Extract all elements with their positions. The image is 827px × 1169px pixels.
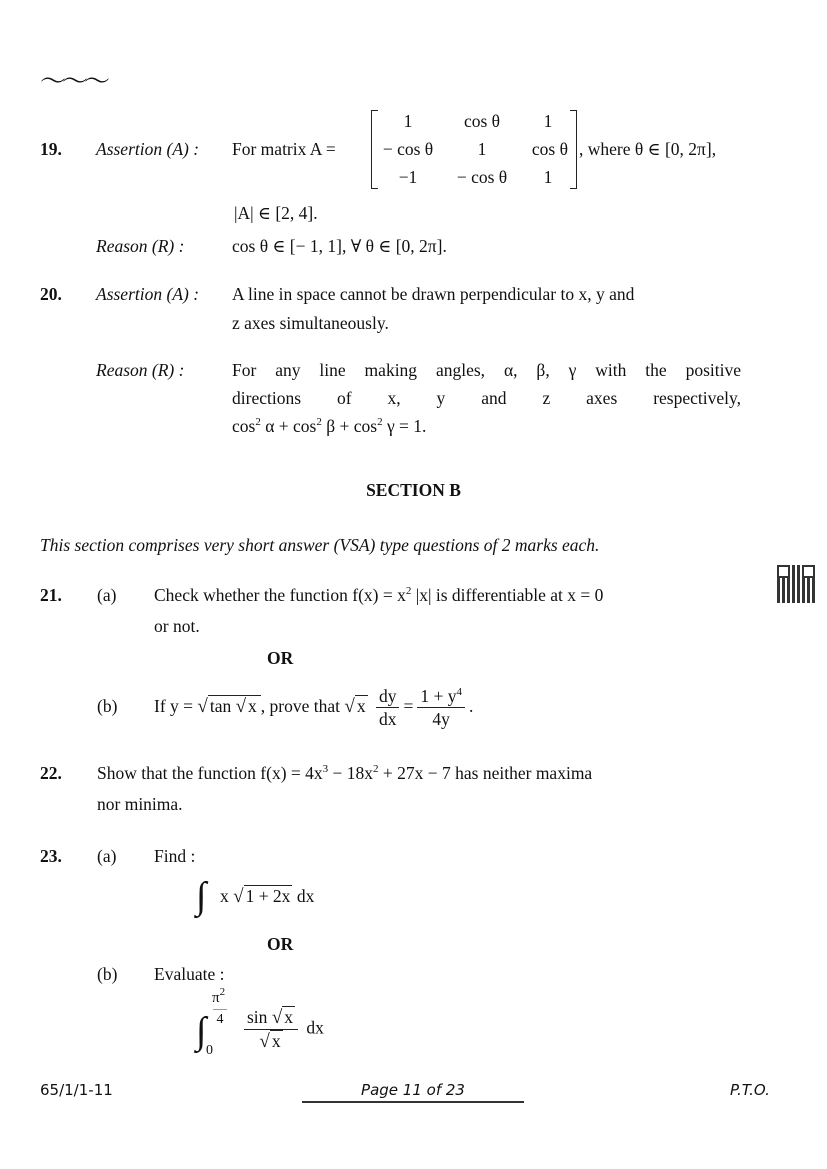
q19-assertion-label: Assertion (A) : (96, 139, 200, 159)
text: dx (306, 1017, 324, 1038)
sqrt-icon: √ (271, 1007, 283, 1028)
section-intro: This section comprises very short answer (VSA) type questions of 2 marks each. (40, 535, 600, 555)
text: cos (232, 416, 256, 436)
or-label: OR (267, 934, 294, 954)
footer-rule (302, 1101, 524, 1103)
page-number: Page 11 of 23 (361, 1081, 465, 1099)
q22-number: 22. (40, 763, 62, 783)
radicand: x (284, 1007, 293, 1027)
denominator: dx (378, 709, 397, 730)
sqrt-icon: √ (197, 696, 208, 717)
denominator (256, 1030, 285, 1053)
text: Check whether the function f(x) = x (154, 585, 406, 605)
text: , prove that (260, 696, 345, 716)
text: Show that the function f(x) = 4x (97, 763, 323, 783)
q23-a-label: (a) (97, 846, 117, 866)
q21-b-label: (b) (97, 696, 118, 716)
radicand: x (271, 1031, 281, 1051)
text: . (468, 696, 474, 716)
fraction-rhs (417, 685, 465, 730)
text: − 18x (328, 763, 374, 783)
q23-b-text: Evaluate : (154, 964, 225, 984)
q19-number: 19. (40, 139, 62, 159)
pto-label: P.T.O. (730, 1081, 770, 1099)
numerator (244, 1006, 298, 1030)
q23-number: 23. (40, 846, 62, 866)
sqrt-icon: √ (344, 696, 355, 717)
q21-number: 21. (40, 585, 62, 605)
matrix-cell: −1 (398, 167, 418, 187)
numerator (417, 685, 465, 708)
exponent: 2 (255, 416, 261, 428)
word: of (336, 388, 352, 408)
q20-number: 20. (40, 284, 62, 304)
lower-limit: 0 (206, 1043, 213, 1058)
sqrt-icon: √ (235, 696, 247, 717)
paper-code: 65/1/1-11 (40, 1081, 113, 1099)
q23-b-label: (b) (97, 964, 118, 984)
numerator: dy (376, 685, 400, 708)
radicand (208, 695, 261, 716)
text: + 27x − 7 has neither maxima (378, 763, 593, 783)
upper-limit (212, 988, 225, 1008)
radicand: x (248, 696, 257, 716)
matrix-cell: − cos θ (382, 139, 434, 159)
upper-limit-denominator: 4 (213, 1009, 227, 1030)
matrix-cell: 1 (403, 111, 413, 131)
text: dx (292, 886, 315, 906)
text: = (403, 696, 414, 716)
word: directions (232, 388, 302, 408)
integral-icon: ∫ (196, 875, 207, 917)
matrix-cell: 1 (543, 111, 553, 131)
q22-line2: nor minima. (97, 794, 183, 814)
text: γ = 1. (382, 416, 427, 436)
radicand: x (356, 696, 366, 716)
q21-a-line2: or not. (154, 616, 200, 636)
denominator: 4y (432, 709, 450, 730)
wave-mark: 〜〜〜 (40, 67, 107, 96)
integral-icon: ∫ (196, 1010, 207, 1052)
matrix-cell: − cos θ (456, 167, 508, 187)
text: If y = (154, 696, 198, 716)
exponent: 3 (322, 763, 329, 775)
matrix-cell: cos θ (463, 111, 501, 131)
text: α + cos (260, 416, 317, 436)
q20-reason-line3 (232, 416, 426, 436)
radicand: 1 + 2x (245, 886, 291, 906)
q20-reason-line1: For any line making angles, α, β, γ with the positive (232, 360, 741, 380)
exponent: 2 (377, 416, 383, 428)
q19-assertion-line2: |A| ∈ [2, 4]. (234, 203, 318, 223)
q19-assertion-pre: For matrix A = (232, 139, 336, 159)
q21-a-line1 (154, 585, 603, 605)
text: β + cos (321, 416, 378, 436)
matrix-cell: cos θ (531, 139, 568, 159)
word: axes (586, 388, 618, 408)
text (97, 763, 592, 783)
text: x (220, 886, 234, 906)
q23-b-integrand (240, 1006, 324, 1053)
q20-reason-line2 (232, 388, 741, 408)
exponent: 2 (405, 585, 412, 597)
q21-b-expression (154, 683, 473, 730)
q20-assertion-line1: A line in space cannot be drawn perpendicular to x, y and (232, 284, 635, 304)
word: x, (387, 388, 401, 408)
q19-reason-label: Reason (R) : (96, 236, 185, 256)
sqrt-icon: √ (233, 886, 244, 907)
matrix-cell: 1 (543, 167, 553, 187)
word: z (542, 388, 551, 408)
word: y (436, 388, 446, 408)
section-title: SECTION B (366, 480, 461, 500)
q20-assertion-label: Assertion (A) : (96, 284, 200, 304)
exponent: 2 (219, 986, 226, 998)
q20-reason-label: Reason (R) : (96, 360, 185, 380)
matrix-cell: 1 (477, 139, 487, 159)
sqrt-icon: √ (259, 1031, 270, 1052)
word: and (481, 388, 507, 408)
qr-code (777, 565, 815, 603)
text: 1 + y (420, 686, 457, 707)
q19-assertion-post: , where θ ∈ [0, 2π], (579, 139, 717, 159)
q23-a-integrand (220, 886, 314, 907)
fraction (244, 1006, 298, 1053)
q19-reason: cos θ ∈ [− 1, 1], ∀ θ ∈ [0, 2π]. (232, 236, 447, 256)
exponent: 2 (373, 763, 379, 775)
fraction-dy-dx (376, 685, 400, 730)
or-label: OR (267, 648, 294, 668)
word: respectively, (653, 388, 741, 408)
text: tan (209, 696, 236, 716)
q22-line1 (97, 763, 741, 783)
text: π (212, 990, 220, 1006)
text: sin (247, 1007, 272, 1027)
q21-a-label: (a) (97, 585, 117, 605)
q20-assertion-line2: z axes simultaneously. (232, 313, 389, 333)
exponent: 4 (456, 686, 462, 699)
q23-a-text: Find : (154, 846, 196, 866)
text: |x| is differentiable at x = 0 (411, 585, 604, 605)
exponent: 2 (316, 416, 322, 428)
